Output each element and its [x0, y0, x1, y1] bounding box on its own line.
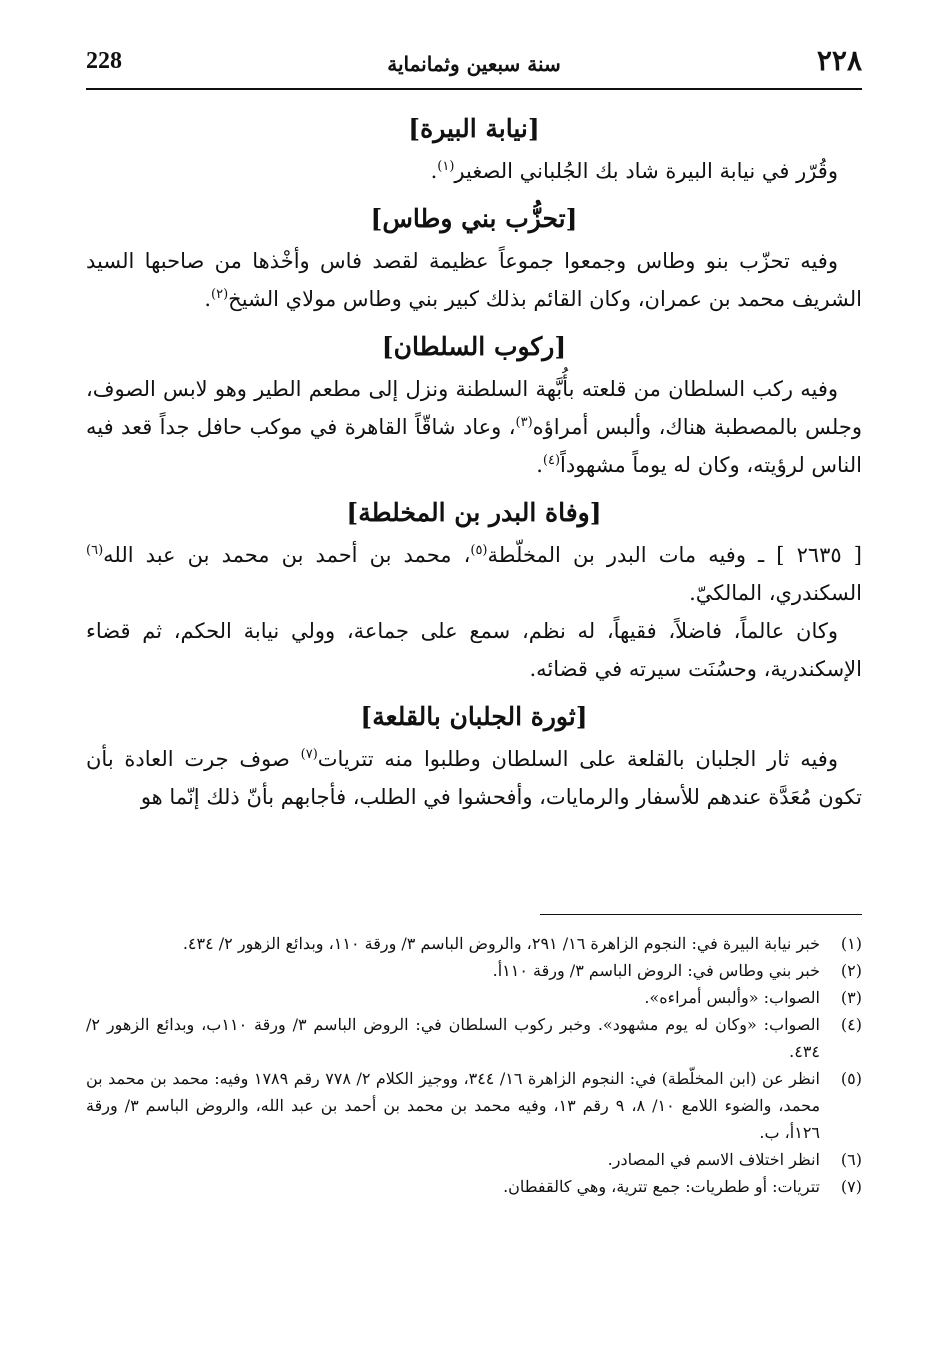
- footnote: (٣) الصواب: «وألبس أمراءه».: [644, 988, 862, 1007]
- footnote-ref: (٣): [515, 415, 533, 430]
- footnote: (١) خبر نيابة البيرة في: النجوم الزاهرة ١٦/ ٢٩١، والروض الباسم ٣/ ورقة ١١٠، وبدائع الزهور ٢/ ٤٣٤.: [182, 934, 862, 953]
- footnote-ref: (٧): [300, 747, 318, 762]
- section-heading: [وفاة البدر بن المخلطة]: [346, 498, 602, 527]
- section-heading: [ركوب السلطان]: [381, 332, 567, 361]
- footnote-ref: (٥): [470, 543, 488, 558]
- footnote: (٧) تتريات: أو ططريات: جمع تترية، وهي كالقفطان.: [503, 1177, 862, 1196]
- section-heading: [تحزُّب بني وطاس]: [370, 204, 578, 233]
- paragraph: وفيه تحزّب بنو وطاس وجمعوا جموعاً عظيمة لقصد فاس وأخْذها من صاحبها السيد الشريف محمد بن عمران، وكان القائم بذلك كبير بني وطاس مولاي الشيخ$^{(٢)}$.: [86, 249, 862, 311]
- footnote: (٦) انظر اختلاف الاسم في المصادر.: [607, 1150, 862, 1169]
- footnote-ref: (٦): [86, 543, 104, 558]
- section-heading: [ثورة الجلبان بالقلعة]: [360, 702, 588, 731]
- header-rule: [86, 88, 862, 90]
- paragraph: وكان عالماً، فاضلاً، فقيهاً، له نظم، سمع على جماعة، وولي نيابة الحكم، ثم قضاء الإسكندرية، وحسُنَت سيرته في قضائه.: [86, 619, 862, 681]
- footnote-ref: (٢): [211, 287, 229, 302]
- running-title: سنة سبعين وثمانماية: [387, 52, 561, 76]
- footnote: (٥) انظر عن (ابن المخلّطة) في: النجوم الزاهرة ١٦/ ٣٤٤، ووجيز الكلام ٢/ ٧٧٨ رقم ١٧٨٩ وفيه: محمد بن محمد بن محمد، والضوء اللامع ١٠/ ٨، ٩ رقم ١٣، وفيه محمد بن محمد بن أحمد بن عبد الله، والروض الباسم ٣/ ورقة ١٢٦أ، ب.: [86, 1069, 862, 1142]
- footnote: (٤) الصواب: «وكان له يوم مشهود». وخبر ركوب السلطان في: الروض الباسم ٣/ ورقة ١١٠ب، وبدائع الزهور ٢/ ٤٣٤.: [86, 1015, 862, 1061]
- footnotes: [86, 930, 862, 1200]
- paragraph: وقُرّر في نيابة البيرة شاد بك الجُلباني الصغير$^{(١)}$.: [430, 159, 838, 183]
- paragraph: وفيه ثار الجلبان بالقلعة على السلطان وطلبوا منه تتريات$^{(٧)}$ صوف جرت العادة بأن تكون مُعَدَّة عندهم للأسفار والرمايات، وأفحشوا في الطلب، فأجابهم بأنّ ذلك إنّما هو: [86, 747, 862, 809]
- page-number-latin: 228: [86, 48, 122, 74]
- paragraph: [ ٢٦٣٥ ] ـ وفيه مات البدر بن المخلّطة$^{(٥)}$، محمد بن أحمد بن محمد بن عبد الله$^{(٦)}$ السكندري، المالكيّ.: [86, 543, 862, 605]
- section-heading: [نيابة البيرة]: [408, 114, 540, 143]
- footnote: (٢) خبر بني وطاس في: الروض الباسم ٣/ ورقة ١١٠أ.: [492, 961, 862, 980]
- footnote-rule: [540, 914, 862, 915]
- page-header: [86, 44, 862, 86]
- footnote-ref: (١): [437, 159, 455, 174]
- page-number-arabic: ٢٢٨: [816, 44, 862, 77]
- paragraph: وفيه ركب السلطان من قلعته بأُبَّهة السلطنة ونزل إلى مطعم الطير وهو لابس الصوف، وجلس بالمصطبة هناك، وألبس أمراؤه$^{(٣)}$، وعاد شاقّاً القاهرة في موكب حافل جداً قعد فيه الناس لرؤيته، وكان له يوماً مشهوداً$^{(٤)}$.: [86, 377, 862, 477]
- main-text: [86, 100, 862, 816]
- footnote-ref: (٤): [542, 453, 561, 468]
